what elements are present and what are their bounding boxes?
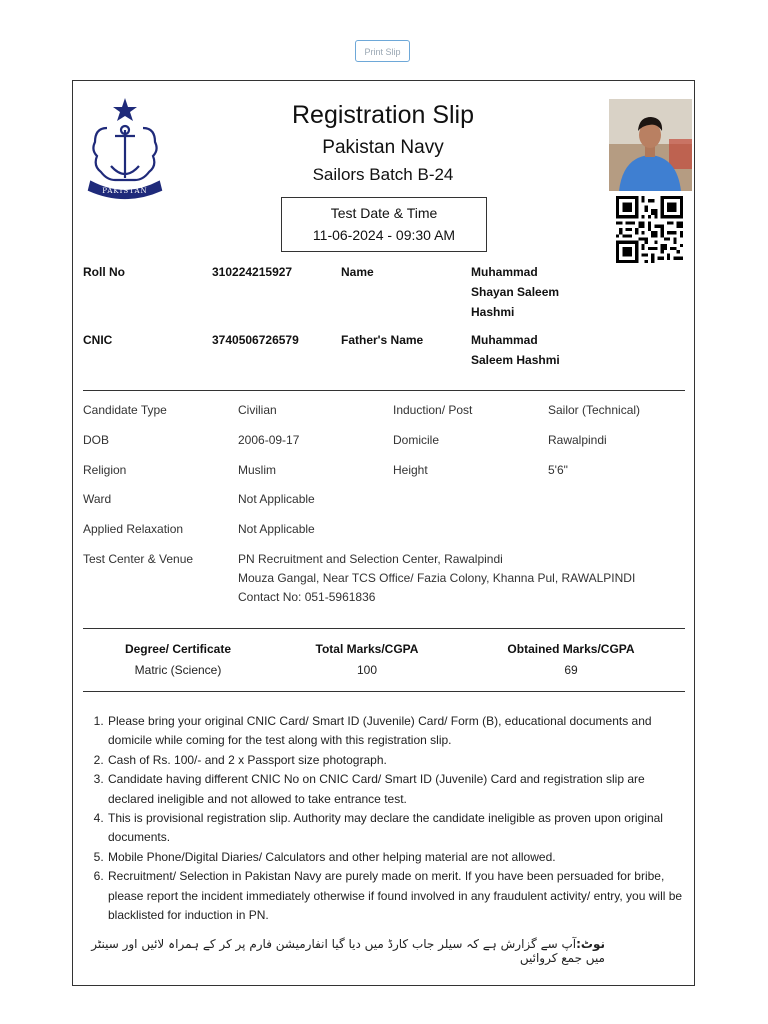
table-header-degree: Degree/ Certificate [124, 642, 232, 656]
divider [83, 628, 685, 629]
cnic-label: CNIC [83, 333, 113, 347]
organization-name: Pakistan Navy [322, 137, 444, 158]
test-date-value: 11-06-2024 - 09:30 AM [312, 227, 456, 243]
instruction-item: 5. Mobile Phone/Digital Diaries/ Calculators and other helping material are not allowed. [107, 848, 689, 867]
table-cell-obtained: 69 [564, 663, 578, 677]
name-line: Shayan Saleem [471, 285, 560, 299]
pakistan-navy-logo [85, 96, 165, 202]
name-label: Name [341, 265, 374, 279]
instruction-item: 1. Please bring your original CNIC Card/ Smart ID (Juvenile) Card/ Form (B), educational documents and domicile while coming for the test along with this registration slip. [107, 712, 689, 751]
divider [83, 691, 685, 692]
table-header-total: Total Marks/CGPA [315, 642, 419, 656]
logo-text: PAKISTAN [102, 187, 148, 195]
qr-code [616, 196, 683, 263]
print-slip-button[interactable]: Print Slip [355, 40, 410, 62]
registration-slip [72, 80, 695, 986]
batch-name: Sailors Batch B-24 [312, 165, 454, 184]
test-date-label: Test Date & Time [330, 205, 438, 221]
ward-label: Ward [83, 492, 112, 506]
dob-label: DOB [83, 433, 110, 447]
table-header-obtained: Obtained Marks/CGPA [507, 642, 635, 656]
instruction-item: 3. Candidate having different CNIC No on CNIC Card/ Smart ID (Juvenile) Card and registration slip are declared ineligible and not allowed to take entrance test. [107, 770, 689, 809]
candidate-photo [609, 99, 692, 191]
induction-value: Sailor (Technical) [548, 403, 641, 417]
height-value: 5'6" [548, 463, 568, 477]
candidate-type-label: Candidate Type [83, 403, 167, 417]
note-text: آپ سے گزارش ہے کہ سیلر جاب کارڈ میں دیا گیا انفارمیشن فارم پر کر کے ہمراہ لائیں اور سینٹر میں جمع کروائیں [91, 937, 605, 965]
domicile-value: Rawalpindi [548, 433, 607, 447]
ward-value: Not Applicable [238, 492, 315, 506]
divider [83, 390, 685, 391]
roll-no-label: Roll No [83, 265, 125, 279]
roll-no-value: 310224215927 [212, 265, 293, 279]
title-block [263, 99, 503, 187]
religion-value: Muslim [238, 463, 276, 477]
induction-label: Induction/ Post [393, 403, 473, 417]
urdu-note [83, 937, 605, 965]
venue-value [238, 550, 635, 607]
instruction-item: 6. Recruitment/ Selection in Pakistan Navy are purely made on merit. If you have been persuaded for bribe, please report the incident immediately otherwise if found involved in any fraudulent activity/ entry, you will be blacklisted for induction in PN. [107, 867, 689, 925]
dob-value: 2006-09-17 [238, 433, 300, 447]
instruction-item: 2. Cash of Rs. 100/- and 2 x Passport size photograph. [107, 751, 689, 770]
instructions-list [83, 712, 689, 925]
relaxation-label: Applied Relaxation [83, 522, 184, 536]
venue-label: Test Center & Venue [83, 552, 194, 566]
domicile-label: Domicile [393, 433, 440, 447]
venue-line: Mouza Gangal, Near TCS Office/ Fazia Colony, Khanna Pul, RAWALPINDI [238, 571, 636, 585]
religion-label: Religion [83, 463, 127, 477]
table-cell-degree: Matric (Science) [134, 663, 222, 677]
father-name-line: Saleem Hashmi [471, 353, 560, 367]
father-name-label: Father's Name [341, 333, 424, 347]
venue-line: Contact No: 051-5961836 [238, 590, 376, 604]
test-date-box [281, 197, 487, 252]
father-name-value [471, 330, 560, 370]
name-line: Hashmi [471, 305, 515, 319]
height-label: Height [393, 463, 428, 477]
relaxation-value: Not Applicable [238, 522, 315, 536]
table-cell-total: 100 [356, 663, 378, 677]
cnic-value: 3740506726579 [212, 333, 299, 347]
name-value [471, 262, 559, 322]
page-title: Registration Slip [291, 101, 475, 129]
name-line: Muhammad [471, 265, 538, 279]
father-name-line: Muhammad [471, 333, 538, 347]
candidate-type-value: Civilian [238, 403, 277, 417]
venue-line: PN Recruitment and Selection Center, Rawalpindi [238, 552, 503, 566]
instruction-item: 4. This is provisional registration slip. Authority may declare the candidate ineligible as proven upon original documents. [107, 809, 689, 848]
note-label: نوٹ: [576, 937, 605, 951]
